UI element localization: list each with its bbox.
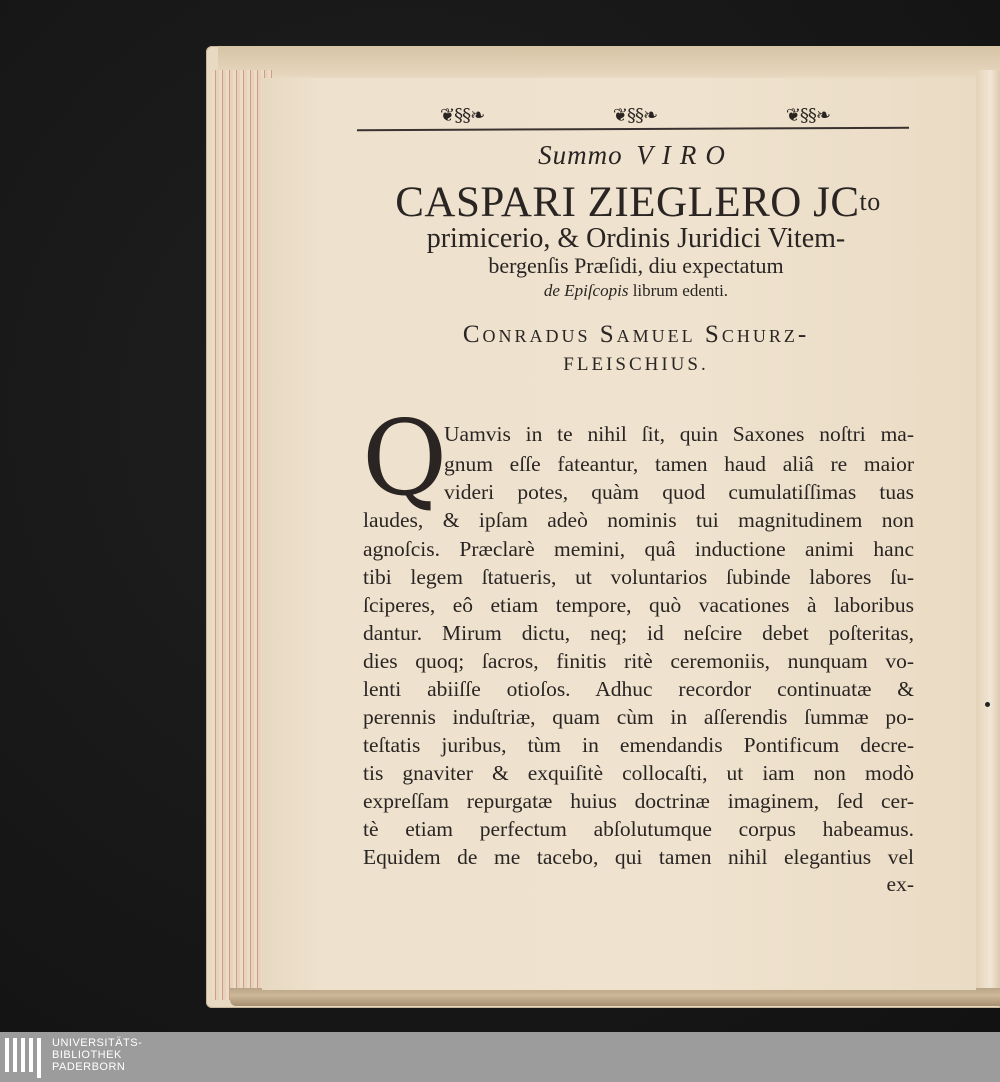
body-line: perennis induſtriæ, quam cùm in aſſerendis ſummæ po- — [363, 705, 914, 729]
body-line: Equidem de me tacebo, qui tamen nihil elegantius vel — [363, 845, 914, 869]
library-name — [52, 1037, 142, 1073]
body-line: laudes, & ipſam adeò nominis tui magnitudinem non — [363, 508, 914, 532]
ornament-right: ❦§§❧ — [785, 104, 830, 126]
header-ornaments — [440, 104, 830, 126]
viro-text: VIRO — [636, 140, 734, 170]
dedicatee-name-text: CASPARI ZIEGLERO JC — [395, 179, 860, 226]
body-line: Uamvis in te nihil ſit, quin Saxones noſtri ma- — [444, 422, 914, 446]
library-name-line-3: PADERBORN — [52, 1061, 126, 1073]
body-line: dies quoq; ſacros, finitis ritè ceremoniis, nunquam vo- — [363, 649, 914, 673]
body-line: tis gnaviter & exquiſitè collocaſti, ut iam non modò — [363, 761, 914, 785]
body-line: gnum eſſe fateantur, tamen haud aliâ re maior — [444, 452, 914, 476]
summo-text: Summo — [538, 140, 623, 170]
drop-capital: Q — [362, 397, 448, 519]
body-line: agnoſcis. Præclarè memini, quâ inductione animi hanc — [363, 537, 914, 561]
library-name-line-1: UNIVERSITÄTS- — [52, 1037, 143, 1049]
book-top-edge — [218, 46, 1000, 76]
author-line-1: Conradus Samuel Schurz- — [462, 321, 810, 348]
dedication-line-3: primicerio, & Ordinis Juridici Vitem- — [426, 223, 846, 254]
body-line: lenti abiiſſe otioſos. Adhuc recordor continuatæ & — [363, 677, 914, 701]
margin-mark — [985, 702, 990, 707]
body-line: dantur. Mirum dictu, neq; id neſcire debet poſteritas, — [363, 621, 914, 645]
book-bottom-edge — [230, 988, 1000, 1006]
library-name-line-2: BIBLIOTHEK — [52, 1049, 122, 1061]
library-footer — [0, 1032, 1000, 1082]
body-line: teſtatis juribus, tùm in emendandis Pontificum decre- — [363, 733, 914, 757]
library-logo-icon — [4, 1038, 44, 1078]
dedication-line-5-rest: librum edenti. — [628, 281, 729, 300]
body-line: videri potes, quàm quod cumulatiſſimas tuas — [444, 480, 914, 504]
dedication-line-4: bergenſis Præſidi, diu expectatum — [488, 253, 784, 278]
author-line-2: FLEISCHIUS. — [563, 354, 709, 375]
ornament-center: ❦§§❧ — [612, 104, 658, 126]
body-line: tè etiam perfectum abſolutumque corpus habeamus. — [363, 817, 914, 841]
ornament-left: ❦§§❧ — [440, 104, 485, 126]
body-line: tibi legem ſtatueris, ut voluntarios ſubinde labores ſu- — [363, 565, 914, 589]
dedicatee-name-sup: to — [859, 187, 881, 216]
dedication-line-5 — [360, 280, 912, 302]
body-line: expreſſam repurgatæ huius doctrinæ imaginem, ſed cer- — [363, 789, 914, 813]
body-line: ſciperes, eô etiam tempore, quò vacationes à laboribus — [363, 593, 914, 617]
right-page-edge — [976, 70, 1000, 1000]
dedicatee-name — [358, 177, 918, 228]
dedication-line-5-italic: de Epiſcopis — [543, 281, 629, 300]
dedication-salutation — [360, 140, 912, 171]
catchword: ex- — [886, 872, 914, 896]
